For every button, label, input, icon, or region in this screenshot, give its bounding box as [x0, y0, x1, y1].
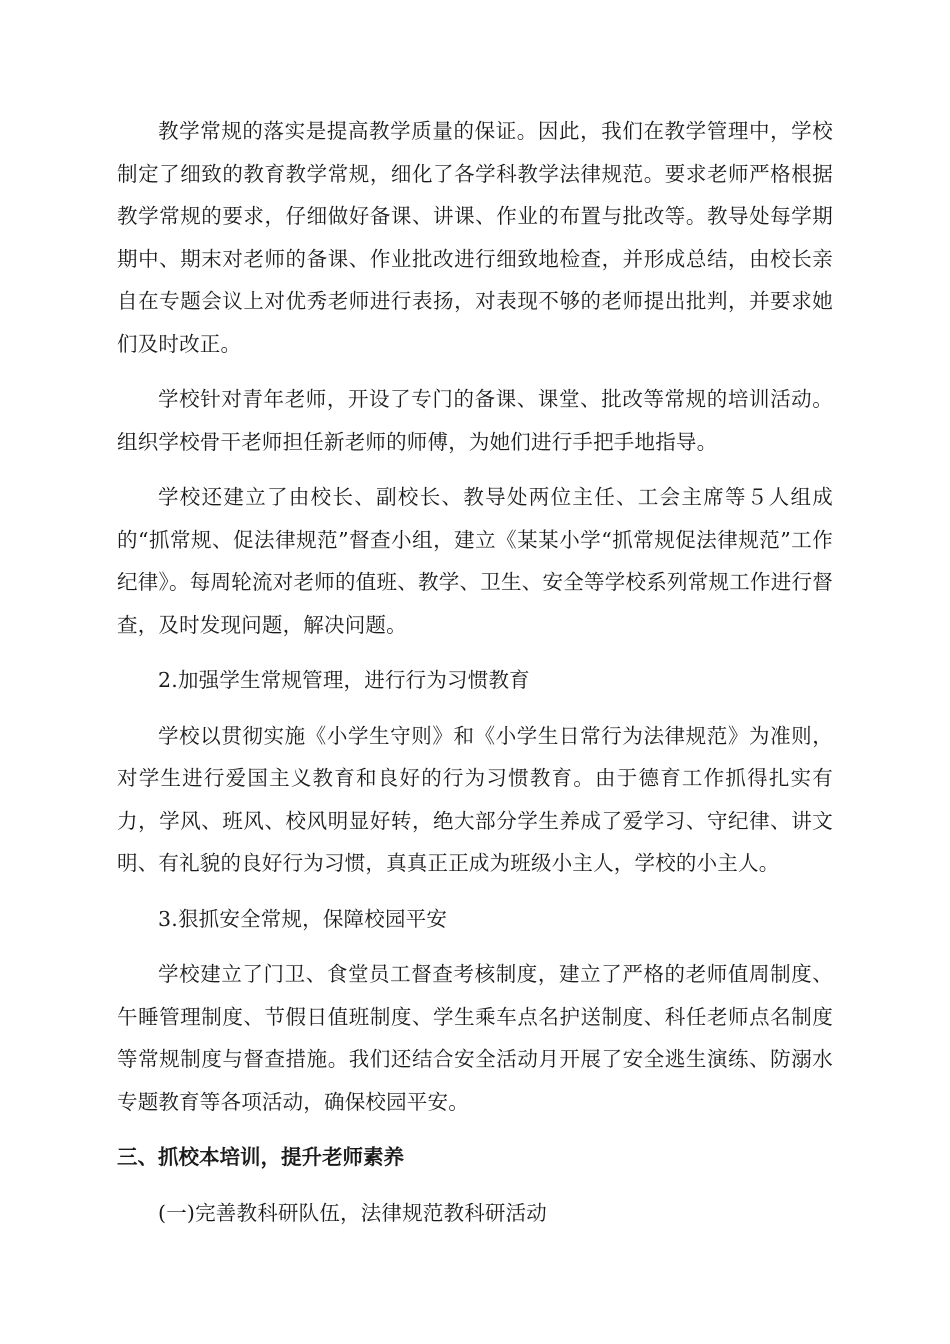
section-heading-teacher-training: 三、抓校本培训，提升老师素养: [117, 1145, 404, 1169]
paragraph-campus-safety: 学校建立了门卫、食堂员工督查考核制度，建立了严格的老师值周制度、午睡管理制度、节假日值班制度、学生乘车点名护送制度、科任老师点名制度等常规制度与督查措施。我们还结合安全活动月开展了安全逃生演练、防溺水专题教育等各项活动，确保校园平安。: [117, 962, 833, 1114]
paragraph-supervision-group: 学校还建立了由校长、副校长、教导处两位主任、工会主席等５人组成的“抓常规、促法律规范”督查小组，建立《某某小学“抓常规促法律规范”工作纪律》。每周轮流对老师的值班、教学、卫生、安全等学校系列常规工作进行督查，及时发现问题，解决问题。: [117, 485, 833, 637]
subheading-student-routine: 2.加强学生常规管理，进行行为习惯教育: [158, 668, 530, 692]
paragraph-teaching-routine: 教学常规的落实是提高教学质量的保证。因此，我们在教学管理中，学校制定了细致的教育教学常规，细化了各学科教学法律规范。要求老师严格根据教学常规的要求，仔细做好备课、讲课、作业的布置与批改等。教导处每学期期中、期末对老师的备课、作业批改进行细致地检查，并形成总结，由校长亲自在专题会议上对优秀老师进行表扬，对表现不够的老师提出批判，并要求她们及时改正。: [117, 119, 833, 356]
document-body: [117, 110, 833, 1234]
subheading-safety-routine: 3.狠抓安全常规，保障校园平安: [158, 906, 448, 931]
paragraph-young-teacher-training: 学校针对青年老师，开设了专门的备课、课堂、批改等常规的培训活动。组织学校骨干老师担任新老师的师傅，为她们进行手把手地指导。: [117, 387, 833, 454]
subheading-research-team: (一)完善教科研队伍，法律规范教科研活动: [158, 1200, 547, 1225]
paragraph-student-behavior: 学校以贯彻实施《小学生守则》和《小学生日常行为法律规范》为准则，对学生进行爱国主义教育和良好的行为习惯教育。由于德育工作抓得扎实有力，学风、班风、校风明显好转，绝大部分学生养成了爱学习、守纪律、讲文明、有礼貌的良好行为习惯，真真正正成为班级小主人，学校的小主人。: [117, 723, 833, 875]
